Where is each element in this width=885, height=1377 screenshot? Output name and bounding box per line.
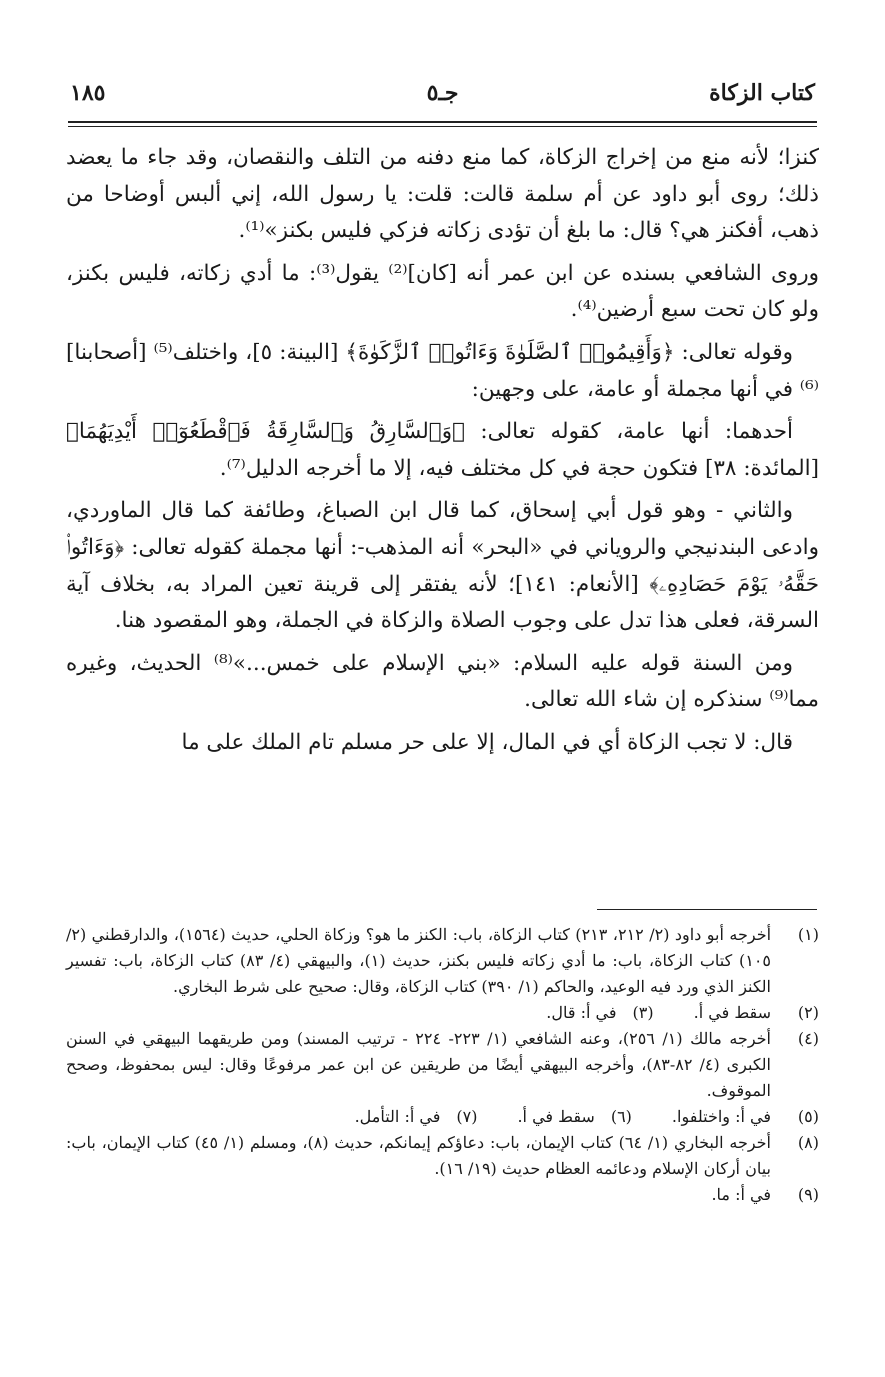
header-rule-thin [68,126,817,127]
footnote [66,1182,819,1208]
paragraph: كنزا؛ لأنه منع من إخراج الزكاة، كما منع دفنه من التلف والنقصان، وقد جاء ما يعضد ذلك؛ روى أبو داود عن أم سلمة قالت: قلت: يا رسول الله، إني ألبس أوضاحا من ذهب، أفكنز هي؟ قال: ما بلغ أن تؤدى زكاته فزكي فليس بكنز»⁽¹⁾. [66,145,819,244]
page-number: ١٨٥ [70,80,106,106]
running-header [70,80,815,120]
footnote-text: سقط في أ. [693,1003,771,1022]
footnote [66,1130,819,1182]
paragraph: وقوله تعالى: ﴿وَأَقِيمُوا۟ ٱلصَّلَوٰةَ وَءَاتُوا۟ ٱلزَّكَوٰةَ﴾ [البينة: ٥]، واختلف⁽⁵⁾ [أصحابنا]⁽⁶⁾ في أنها مجملة أو عامة، على وجهين: [66,339,819,402]
footnote-text: أخرجه البخاري (١/ ٦٤) كتاب الإيمان، باب: دعاؤكم إيمانكم، حديث (٨)، ومسلم (١/ ٤٥) كتاب الإيمان، باب: بيان أركان الإسلام ودعائمه العظام حديث (١٩/ ١٦). [66,1133,772,1178]
footnote-text: أخرجه مالك (١/ ٢٥٦)، وعنه الشافعي (١/ ٢٢٣- ٢٢٤ - ترتيب المسند) ومن طريقهما البيهقي في السنن الكبرى (٤/ ٨٢-٨٣)، وأخرجه البيهقي أيضًا من طريقين عن ابن عمر مرفوعًا وقال: ليس بمحفوظ، وصحح الموقوف. [66,1029,771,1100]
footnote [66,1026,819,1104]
book-section-title: كتاب الزكاة [709,80,815,106]
footnote-number: (٩) [797,1185,819,1204]
footnote-text: أخرجه أبو داود (٢/ ٢١٢، ٢١٣) كتاب الزكاة، باب: الكنز ما هو؟ وزكاة الحلي، حديث (١٥٦٤)، والدارقطني (٢/ ١٠٥) كتاب الزكاة، باب: ما أدي زكاته فليس بكنز، حديث (١)، والبيهقي (٤/ ٨٣) كتاب الزكاة، باب: تفسير الكنز الذي ورد فيه الوعيد، والحاكم (١/ ٣٩٠) كتاب الزكاة، وقال: صحيح على شرط البخاري. [66,925,772,996]
footnote-number: (٧) [456,1107,478,1126]
footnote-text: في أ: ما. [711,1185,771,1204]
footnote-text: في أ: التأمل. [354,1107,441,1126]
footnote-number: (٢) [797,1003,819,1022]
paragraph: والثاني - وهو قول أبي إسحاق، كما قال ابن الصباغ، وطائفة كما قال الماوردي، وادعى البندنيجي والروياني في «البحر» أنه المذهب-: أنها مجملة كقوله تعالى: ﴿وَءَاتُوا۟ حَقَّهُۥ يَوْمَ حَصَادِهِۦ﴾ [الأنعام: ١٤١]؛ لأنه يفتقر إلى قرينة تعين المراد به، بخلاف آية السرقة، فعلى هذا تدل على وجوب الصلاة والزكاة في الجملة، وهو المقصود هنا. [66,498,819,634]
footnote-inline [355,1104,478,1130]
footnote-number: (٦) [610,1107,632,1126]
footnote-row [66,1104,819,1130]
footnote-number: (١) [797,925,819,944]
footnotes [66,922,819,1208]
footnote-number: (٥) [797,1107,819,1126]
footnote-text: في أ: واختلفوا. [671,1107,771,1126]
footnote-inline [517,1104,631,1130]
paragraph: ومن السنة قوله عليه السلام: «بني الإسلام على خمس...»⁽⁸⁾ الحديث، وغيره مما⁽⁹⁾ سنذكره إن شاء الله تعالى. [66,650,819,713]
footnote-number: (٤) [797,1029,819,1048]
footnote-separator [597,909,817,910]
footnote [66,922,819,1000]
paragraph: وروى الشافعي بسنده عن ابن عمر أنه [كان]⁽²⁾ يقول⁽³⁾: ما أدي زكاته، فليس بكنز، ولو كان تحت سبع أرضين⁽⁴⁾. [66,260,820,323]
footnote-text: في أ: قال. [546,1003,617,1022]
footnote-text: سقط في أ. [517,1107,595,1126]
volume-number: جـ٥ [426,80,459,106]
paragraph: قال: لا تجب الزكاة أي في المال، إلا على حر مسلم تام الملك على ما [181,729,793,755]
paragraph: أحدهما: أنها عامة، كقوله تعالى: ﴿وَٱلسَّارِقُ وَٱلسَّارِقَةُ فَٱقْطَعُوٓا۟ أَيْدِيَهُمَا﴾ [المائدة: ٣٨] فتكون حجة في كل مختلف فيه، إلا ما أخرجه الدليل⁽⁷⁾. [66,419,819,481]
footnote-inline [546,1000,653,1026]
footnote-number: (٣) [632,1003,654,1022]
footnote-number: (٨) [797,1133,819,1152]
header-rule-thick [68,121,817,123]
main-text [66,140,819,768]
footnote-row [66,1000,819,1026]
